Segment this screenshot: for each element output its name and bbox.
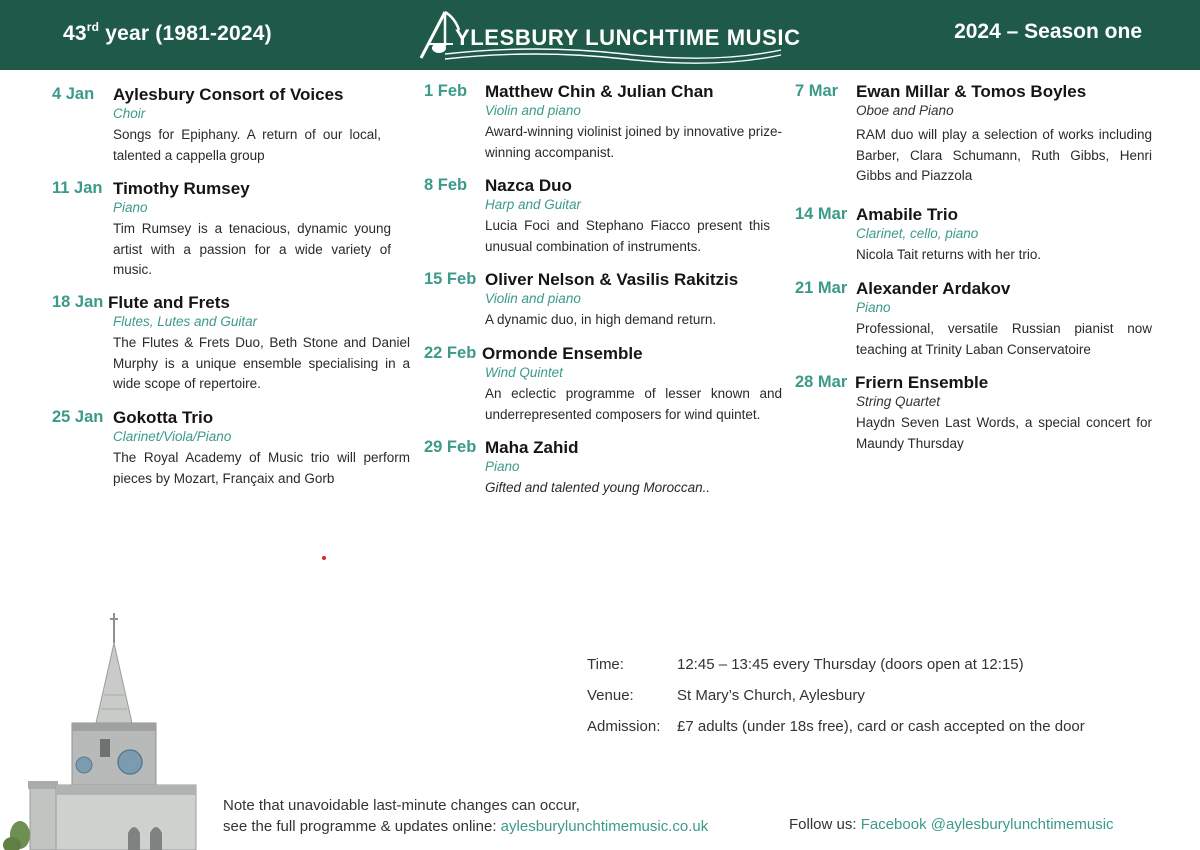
stray-dot [322, 556, 326, 560]
event-instrument: Choir [113, 106, 146, 121]
event-instrument: String Quartet [856, 394, 941, 409]
event-name: Alexander Ardakov [856, 279, 1011, 298]
season-label: 2024 – Season one [954, 20, 1142, 43]
event-name: Friern Ensemble [855, 373, 989, 392]
changes-note [223, 796, 708, 837]
event-date: 8 Feb [424, 176, 468, 194]
event-description: Professional, versatile Russian pianist now teaching at Trinity Laban Conservatoire [856, 321, 1152, 357]
event-instrument: Harp and Guitar [485, 197, 582, 212]
event-name: Ewan Millar & Tomos Boyles [856, 82, 1087, 101]
time-value: 12:45 – 13:45 every Thursday (doors open at 12:15) [677, 656, 1024, 673]
event-date: 14 Mar [795, 205, 848, 223]
event-name: Aylesbury Consort of Voices [113, 85, 344, 104]
event-name: Flute and Frets [108, 293, 230, 312]
event-description: The Flutes & Frets Duo, Beth Stone and Daniel Murphy is a unique ensemble specialising in a wide scope of repertoire. [113, 335, 410, 391]
event-name: Maha Zahid [485, 438, 579, 457]
event-instrument: Piano [113, 200, 148, 215]
event-date: 4 Jan [52, 85, 95, 103]
event-description: Nicola Tait returns with her trio. [856, 247, 1042, 262]
event-date: 28 Mar [795, 373, 848, 391]
event-description: An eclectic programme of lesser known and underrepresented composers for wind quintet. [485, 386, 782, 422]
event-description: Haydn Seven Last Words, a special concert for Maundy Thursday [856, 415, 1152, 451]
event-description: Award-winning violinist joined by innovative prize-winning accompanist. [485, 124, 782, 160]
event-description: RAM duo will play a selection of works including Barber, Clara Schumann, Ruth Gibbs, Henri Gibbs and Piazzola [856, 127, 1152, 183]
event-description: Songs for Epiphany. A return of our local, talented a cappella group [113, 127, 381, 163]
event-description: Lucia Foci and Stephano Fiacco present this unusual combination of instruments. [485, 218, 770, 254]
venue-value: St Mary’s Church, Aylesbury [677, 687, 865, 704]
event-date: 11 Jan [52, 179, 103, 197]
event-name: Ormonde Ensemble [482, 344, 643, 363]
event-description: The Royal Academy of Music trio will perform pieces by Mozart, Françaix and Gorb [113, 450, 410, 486]
event-name: Amabile Trio [856, 205, 959, 224]
logo [415, 4, 801, 66]
time-label: Time: [587, 656, 624, 673]
event-instrument: Piano [485, 459, 520, 474]
event-description: Tim Rumsey is a tenacious, dynamic young artist with a passion for a wide variety of music. [113, 221, 391, 277]
event-date: 29 Feb [424, 438, 477, 456]
logo-text: YLESBURY LUNCHTIME MUSIC [455, 25, 801, 50]
event-date: 25 Jan [52, 408, 104, 426]
admission-label: Admission: [587, 718, 661, 735]
event-instrument: Piano [856, 300, 891, 315]
event-instrument: Oboe and Piano [856, 103, 954, 118]
event-name: Timothy Rumsey [113, 179, 250, 198]
event-instrument: Clarinet/Viola/Piano [113, 429, 232, 444]
event-name: Gokotta Trio [113, 408, 214, 427]
header-banner [0, 0, 1200, 70]
note-line-1: Note that unavoidable last-minute changes can occur, [223, 797, 580, 814]
follow-label: Follow us: [789, 816, 861, 833]
event-date: 18 Jan [52, 293, 104, 311]
anniversary-year: 43rd year (1981-2024) [63, 20, 272, 45]
event-instrument: Flutes, Lutes and Guitar [113, 314, 258, 329]
event-date: 22 Feb [424, 344, 477, 362]
event-instrument: Violin and piano [485, 291, 581, 306]
event-name: Matthew Chin & Julian Chan [485, 82, 714, 101]
event-instrument: Wind Quintet [485, 365, 563, 380]
event-instrument: Clarinet, cello, piano [856, 226, 979, 241]
event-date: 1 Feb [424, 82, 468, 100]
event-date: 7 Mar [795, 82, 839, 100]
event-date: 21 Mar [795, 279, 848, 297]
event-date: 15 Feb [424, 270, 477, 288]
note-line-2 [223, 817, 708, 838]
event-description: A dynamic duo, in high demand return. [485, 312, 717, 327]
event-instrument: Violin and piano [485, 103, 581, 118]
event-description: Gifted and talented young Moroccan.. [485, 480, 711, 495]
facebook-link[interactable]: Facebook @aylesburylunchtimemusic [860, 816, 1114, 833]
venue-label: Venue: [587, 687, 634, 704]
event-name: Nazca Duo [485, 176, 572, 195]
follow-us [789, 816, 1114, 833]
event-name: Oliver Nelson & Vasilis Rakitzis [485, 270, 739, 289]
church-tower-image [0, 605, 210, 850]
admission-value: £7 adults (under 18s free), card or cash accepted on the door [677, 718, 1085, 735]
note-line-2-text: see the full programme & updates online: [223, 817, 501, 835]
website-link[interactable]: aylesburylunchtimemusic.co.uk [500, 817, 709, 835]
